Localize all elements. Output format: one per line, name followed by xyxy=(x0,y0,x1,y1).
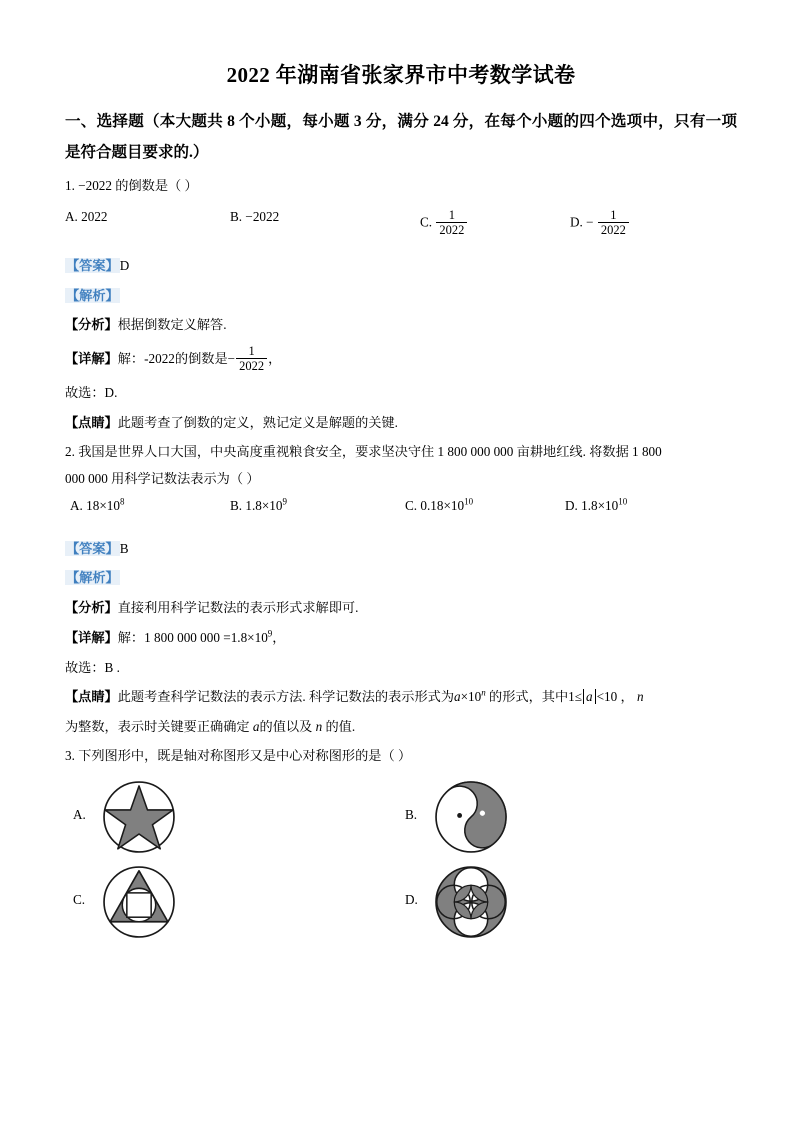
option-3-a[interactable] xyxy=(73,777,203,859)
yin-yang-circle-icon xyxy=(433,779,509,860)
variable-n: n xyxy=(637,689,644,705)
question-2-text-1: 我国是世界人口大国，中央高度重视粮食安全，要求坚决守住 1 800 000 000 亩耕地红线. 将数据 1 800 xyxy=(78,443,662,459)
fraction-denominator: 2022 xyxy=(436,222,467,237)
answer-tag: 【答案】 xyxy=(66,540,119,556)
absolute-value-a: a xyxy=(583,689,596,704)
question-2-analysis xyxy=(65,593,737,623)
question-2-highlight-part2: 的形式，其中1≤ xyxy=(485,689,582,705)
formula-variable-a: a xyxy=(454,689,461,705)
square-in-triangle-in-circle-icon xyxy=(101,864,177,945)
page-title: 2022 年湖南省张家界市中考数学试卷 xyxy=(226,63,576,87)
star-in-circle-icon xyxy=(101,779,177,860)
option-1-b[interactable] xyxy=(230,209,279,225)
analysis-section-tag: 【解析】 xyxy=(66,287,119,303)
question-2-equation-left: 1 800 000 000 xyxy=(144,629,220,645)
question-2-conclusion: 故选：B . xyxy=(65,659,120,675)
question-2-detail xyxy=(65,623,737,653)
option-1-d-key: D. xyxy=(570,214,583,230)
variable-n-2: n xyxy=(315,718,323,734)
option-2-b-key: B. xyxy=(230,497,243,513)
option-3-c-key: C. xyxy=(73,891,86,907)
analysis-tag: 【分析】 xyxy=(65,317,118,333)
detail-tag: 【详解】 xyxy=(65,350,118,366)
formula-exponent-n: n xyxy=(481,687,486,698)
option-1-c-key: C. xyxy=(420,214,433,230)
option-3-c[interactable] xyxy=(73,862,203,944)
question-2-analysis-tag-line xyxy=(65,563,737,593)
option-2-d[interactable] xyxy=(565,498,627,514)
section-heading: 一、选择题（本大题共 8 个小题，每小题 3 分，满分 24 分，在每个小题的四个选项中，只有一项是符合题目要求的.） xyxy=(65,113,737,161)
question-2-highlight xyxy=(65,682,737,712)
question-2-stem-line-2: 000 000 用科学记数法表示为（ ） xyxy=(65,470,260,486)
question-1-options xyxy=(65,209,737,251)
option-1-d[interactable] xyxy=(570,209,630,238)
option-2-d-exponent: 10 xyxy=(618,496,628,507)
option-2-d-value: 1.8×10 xyxy=(581,497,619,513)
option-2-d-key: D. xyxy=(565,497,578,513)
option-2-b-value: 1.8×10 xyxy=(245,497,283,513)
question-3-options xyxy=(65,777,737,947)
variable-a-2: a xyxy=(252,718,260,734)
answer-tag: 【答案】 xyxy=(66,257,119,273)
question-2-answer-value: B xyxy=(119,540,129,556)
question-1-detail-fraction xyxy=(236,344,267,373)
option-1-a-key: A. xyxy=(65,208,78,224)
question-1-highlight xyxy=(65,408,737,438)
option-2-a[interactable] xyxy=(70,498,124,514)
option-2-c-exponent: 10 xyxy=(464,496,474,507)
option-2-c-value: 0.18×10 xyxy=(420,497,465,513)
option-3-a-key: A. xyxy=(73,806,86,822)
question-2-highlight-part4: 为整数，表示时关键要正确确定 xyxy=(65,718,253,734)
option-2-c-key: C. xyxy=(405,497,418,513)
option-1-b-value: −2022 xyxy=(245,208,280,224)
option-2-a-value: 18×10 xyxy=(86,497,120,513)
option-1-d-fraction xyxy=(598,208,629,237)
question-2-analysis-text: 直接利用科学记数法的表示形式求解即可. xyxy=(117,600,359,616)
page-content xyxy=(65,62,737,947)
question-2-equation-exponent: 9 xyxy=(267,628,273,639)
option-1-d-sign: − xyxy=(586,214,594,230)
fraction-numerator: 1 xyxy=(248,344,255,359)
question-2-highlight-part6: 的值. xyxy=(322,718,356,734)
question-2-stem-line-1 xyxy=(65,438,737,465)
question-2-highlight-part1: 此题考查科学记数法的表示方法. 科学记数法的表示形式为 xyxy=(117,689,455,705)
question-3-number: 3. xyxy=(65,747,75,763)
question-2-highlight-part5: 的值以及 xyxy=(259,718,316,734)
question-1-analysis-tag-line xyxy=(65,281,737,311)
question-2-equation-equals: = xyxy=(223,629,231,645)
question-1-detail-suffix: ， xyxy=(268,350,282,366)
fraction-denominator: 2022 xyxy=(598,222,629,237)
question-1-detail-text: -2022的倒数是 xyxy=(144,350,228,366)
option-1-a[interactable] xyxy=(65,209,108,225)
question-1-answer-line xyxy=(65,251,737,281)
question-1-number: 1. xyxy=(65,177,75,193)
option-2-b-exponent: 9 xyxy=(282,496,287,507)
detail-tag: 【详解】 xyxy=(65,629,118,645)
analysis-tag: 【分析】 xyxy=(65,600,118,616)
option-2-b[interactable] xyxy=(230,498,287,514)
question-2-number: 2. xyxy=(65,443,75,459)
question-1-highlight-text: 此题考查了倒数的定义，熟记定义是解题的关键. xyxy=(117,414,398,430)
formula-times-ten: ×10 xyxy=(460,689,482,705)
question-1-answer-value: D xyxy=(119,257,130,273)
question-2-detail-suffix: ， xyxy=(272,629,286,645)
highlight-tag: 【点睛】 xyxy=(65,689,118,705)
question-1-detail-sign: − xyxy=(227,350,236,366)
fraction-denominator: 2022 xyxy=(236,358,267,373)
option-3-b-key: B. xyxy=(405,806,418,822)
option-1-a-value: 2022 xyxy=(81,208,108,224)
question-1-analysis-text: 根据倒数定义解答. xyxy=(117,317,227,333)
fraction-numerator: 1 xyxy=(610,207,617,222)
option-1-c-fraction xyxy=(436,208,467,237)
option-1-c[interactable] xyxy=(420,209,468,238)
option-2-a-key: A. xyxy=(70,497,83,513)
question-2-equation-mantissa: 1.8×10 xyxy=(230,629,268,645)
option-3-b[interactable] xyxy=(405,777,535,859)
question-1-text: −2022 的倒数是（ ） xyxy=(78,177,198,193)
question-1-detail xyxy=(65,340,737,378)
four-petal-flower-circle-icon xyxy=(433,864,509,945)
question-2-answer-line xyxy=(65,534,737,564)
question-2-highlight-line2 xyxy=(65,712,737,742)
question-2-highlight-part3: <10 ， xyxy=(596,689,634,705)
question-3-stem xyxy=(65,742,737,769)
highlight-tag: 【点睛】 xyxy=(65,414,118,430)
question-2-options xyxy=(65,498,737,534)
option-2-a-exponent: 8 xyxy=(119,496,125,507)
solve-prefix: 解： xyxy=(117,629,145,645)
option-1-b-key: B. xyxy=(230,208,243,224)
analysis-section-tag: 【解析】 xyxy=(66,570,119,586)
option-2-c[interactable] xyxy=(405,498,473,514)
option-3-d[interactable] xyxy=(405,862,535,944)
question-1-analysis xyxy=(65,310,737,340)
question-1-conclusion: 故选：D. xyxy=(65,385,118,401)
question-1-stem xyxy=(65,172,737,199)
solve-prefix: 解： xyxy=(117,350,145,366)
question-3-text: 下列图形中，既是轴对称图形又是中心对称图形的是（ ） xyxy=(78,747,412,763)
option-3-d-key: D. xyxy=(405,891,418,907)
fraction-numerator: 1 xyxy=(448,207,456,222)
